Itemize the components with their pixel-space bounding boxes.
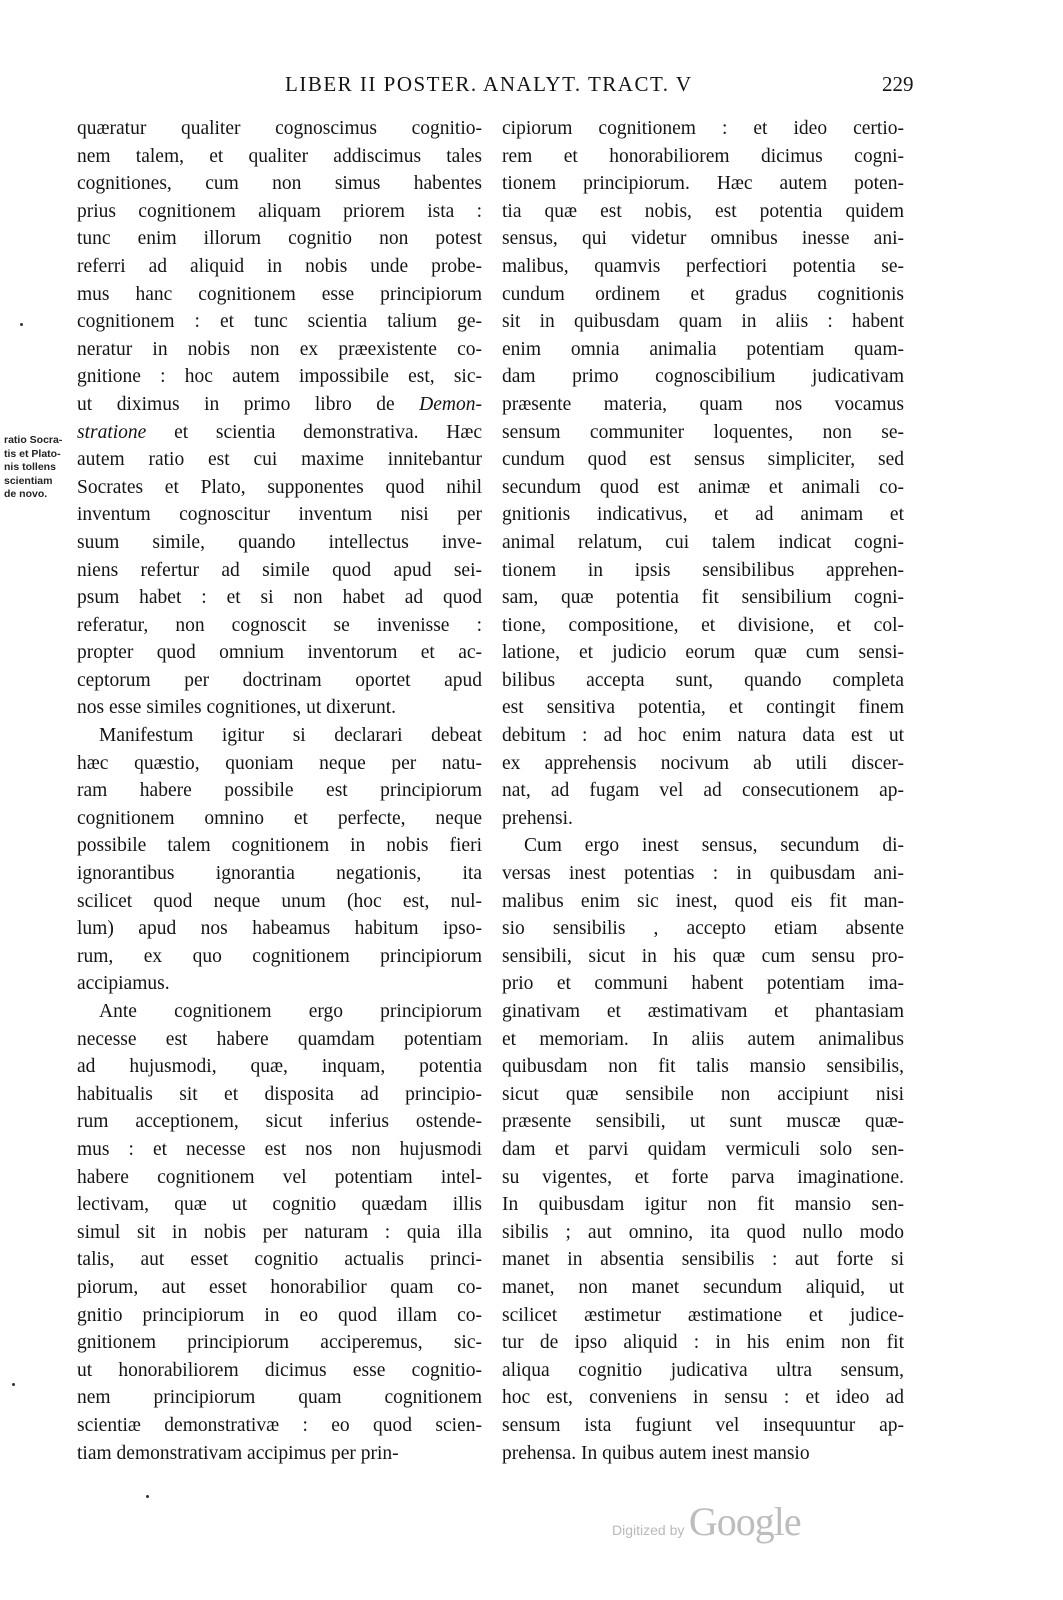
print-speck [146, 1495, 149, 1498]
text-line: su vigentes, et forte parva imaginatione. [502, 1166, 904, 1188]
text-line: habere cognitionem vel potentiam intel- [77, 1166, 482, 1188]
text-line: Ante cognitionem ergo principiorum [99, 1001, 482, 1022]
text-line: sensum communiter loquentes, non se- [502, 421, 904, 443]
text-line: autem ratio est cui maxime innitebantur [77, 449, 482, 471]
text-line: piorum, aut esset honorabilior quam co- [77, 1276, 482, 1298]
text-line: accipiamus. [77, 973, 170, 995]
text-line: referatur, non cognoscit se invenisse : [77, 614, 482, 636]
text-line: sio sensibilis , accepto etiam absente [502, 918, 904, 940]
text-line: tur de ipso aliquid : in his enim non fit [502, 1332, 904, 1354]
margin-note [4, 434, 70, 502]
google-logo: Google [688, 1499, 801, 1544]
text-line: Cum ergo inest sensus, secundum di- [524, 835, 904, 857]
text-line: mus hanc cognitionem esse principiorum [77, 283, 482, 305]
text-line: nem principiorum quam cognitionem [77, 1387, 482, 1409]
text-line: tionem principiorum. Hæc autem poten- [502, 173, 904, 195]
digitized-label: Digitized by [612, 1522, 685, 1538]
text-line: habitualis sit et disposita ad principio- [77, 1083, 482, 1105]
text-line: gnitionis indicativus, et ad animam et [502, 504, 904, 526]
text-line: bilibus accepta sunt, quando completa [502, 669, 904, 691]
text-line: rem et honorabiliorem dicimus cogni- [502, 145, 904, 167]
print-speck [20, 323, 23, 326]
text-line: tiam demonstrativam accipimus per prin- [77, 1442, 399, 1464]
text-line: nos esse similes cognitiones, ut dixerunt. [77, 697, 397, 719]
text-line: ut honorabiliorem dicimus esse cognitio- [77, 1359, 482, 1381]
text-line: scilicet æstimetur æstimatione et judice- [502, 1304, 904, 1326]
text-line: latione, et judicio eorum quæ cum sensi- [502, 642, 904, 664]
text-line: ram habere possibile est principiorum [77, 780, 482, 802]
text-line: prehensa. In quibus autem inest mansio [502, 1442, 810, 1464]
text-line: talis, aut esset cognitio actualis princi- [77, 1249, 482, 1271]
text-line: versas inest potentias : in quibusdam ani- [502, 863, 904, 885]
text-line: tione, compositione, et divisione, et col- [502, 614, 904, 636]
text-line: sibilis ; aut omnino, ita quod nullo modo [502, 1221, 904, 1243]
text-line: gnitione : hoc autem impossibile est, sic- [77, 366, 482, 388]
margin-note-line: tis et Plato- [4, 447, 61, 460]
text-line: nem talem, et qualiter addiscimus tales [77, 145, 482, 167]
text-line: hoc est, conveniens in sensu : et ideo ad [502, 1387, 904, 1409]
text-line: præsente sensibili, ut sunt muscæ quæ- [502, 1111, 904, 1133]
text-line: dam primo cognoscibilium judicativam [502, 366, 904, 388]
text-line: præsente materia, quam nos vocamus [502, 393, 904, 415]
text-line: sam, quæ potentia fit sensibilium cogni- [502, 587, 904, 609]
text-line: neratur in nobis non ex præexistente co- [77, 338, 482, 360]
text-line: stratione et scientia demonstrativa. Hæc [77, 421, 482, 443]
text-line: manet in absentia sensibilis : aut forte si [502, 1249, 904, 1271]
text-line: rum acceptionem, sicut inferius ostende- [77, 1111, 482, 1133]
text-line: et memoriam. In aliis autem animalibus [502, 1028, 904, 1050]
text-line: prehensi. [502, 807, 573, 829]
text-line: inventum cognoscitur inventum nisi per [77, 504, 482, 526]
text-line: cipiorum cognitionem : et ideo certio- [502, 118, 904, 139]
text-line: gnitionem principiorum acciperemus, sic- [77, 1332, 482, 1354]
text-line: aliqua cognitio judicativa ultra sensum, [502, 1359, 904, 1381]
text-line: cognitionem : et tunc scientia talium ge- [77, 311, 482, 333]
text-line: ceptorum per doctrinam oportet apud [77, 669, 482, 691]
right-text-column [502, 115, 904, 1467]
text-line: hæc quæstio, quoniam neque per natu- [77, 752, 482, 774]
margin-note-line: nis tollens [4, 461, 56, 473]
text-line: ignorantibus ignorantia negationis, ita [77, 863, 482, 885]
page-number: 229 [882, 72, 914, 96]
left-text-column [77, 115, 482, 1467]
print-speck [12, 1383, 15, 1386]
text-line: malibus, quamvis perfectiori potentia se- [502, 255, 904, 277]
margin-note-line: ratio Socra- [4, 434, 63, 446]
page-header [0, 72, 1063, 102]
text-line: scilicet quod neque unum (hoc est, nul- [77, 890, 482, 912]
text-line: sensum ista fugiunt vel insequuntur ap- [502, 1414, 904, 1436]
text-line: lectivam, quæ ut cognitio quædam illis [77, 1194, 482, 1216]
text-line: psum habet : et si non habet ad quod [77, 587, 482, 609]
text-line: manet, non manet secundum aliquid, ut [502, 1276, 904, 1298]
text-line: animal relatum, cui talem indicat cogni- [502, 531, 904, 553]
text-line: cognitionem omnino et perfecte, neque [77, 807, 482, 829]
text-line: ut diximus in primo libro de Demon- [77, 393, 482, 415]
margin-note-line: scientiam [4, 474, 53, 487]
text-line: prio et communi habent potentiam ima- [502, 973, 904, 995]
text-line: dam et parvi quidam vermiculi solo sen- [502, 1138, 904, 1160]
text-line: propter quod omnium inventorum et ac- [77, 642, 482, 664]
digitized-by-google-watermark [612, 1498, 801, 1548]
text-line: necesse est habere quamdam potentiam [77, 1028, 482, 1050]
text-line: debitum : ad hoc enim natura data est ut [502, 725, 904, 747]
text-line: cognitiones, cum non simus habentes [77, 173, 482, 195]
text-line: cundum ordinem et gradus cognitionis [502, 283, 904, 305]
text-line: malibus enim sic inest, quod eis fit man- [502, 890, 904, 912]
text-line: quæratur qualiter cognoscimus cognitio- [77, 118, 482, 139]
text-line: In quibusdam igitur non fit mansio sen- [502, 1194, 904, 1216]
text-line: tunc enim illorum cognitio non potest [77, 228, 482, 250]
text-line: niens refertur ad simile quod apud sei- [77, 559, 482, 581]
text-line: cundum quod est sensus simpliciter, sed [502, 449, 904, 471]
text-line: ginativam et æstimativam et phantasiam [502, 1001, 904, 1022]
text-line: Manifestum igitur si declarari debeat [99, 725, 482, 747]
text-line: simul sit in nobis per naturam : quia illa [77, 1221, 482, 1243]
text-line: gnitio principiorum in eo quod illam co- [77, 1304, 482, 1326]
text-line: quibusdam non fit talis mansio sensibilis, [502, 1056, 904, 1078]
text-line: possibile talem cognitionem in nobis fieri [77, 835, 482, 857]
text-line: prius cognitionem aliquam priorem ista : [77, 200, 482, 222]
text-line: Socrates et Plato, supponentes quod nihil [77, 476, 482, 498]
text-line: est sensitiva potentia, et contingit finem [502, 697, 904, 719]
text-line: tia quæ est nobis, est potentia quidem [502, 200, 904, 222]
text-line: secundum quod est animæ et animali co- [502, 476, 904, 498]
running-title: LIBER II POSTER. ANALYT. TRACT. V [285, 72, 693, 96]
text-line: suum simile, quando intellectus inve- [77, 531, 482, 553]
margin-note-line: de novo. [4, 488, 48, 500]
text-line: sicut quæ sensibile non accipiunt nisi [502, 1083, 904, 1105]
text-line: referri ad aliquid in nobis unde probe- [77, 255, 482, 277]
text-line: lum) apud nos habeamus habitum ipso- [77, 918, 482, 940]
text-line: sensibili, sicut in his quæ cum sensu pro- [502, 945, 904, 967]
text-line: rum, ex quo cognitionem principiorum [77, 945, 482, 967]
text-line: ex apprehensis nocivum ab utili discer- [502, 752, 904, 774]
text-line: nat, ad fugam vel ad consecutionem ap- [502, 780, 904, 802]
text-line: sensus, qui videtur omnibus inesse ani- [502, 228, 904, 250]
text-line: mus : et necesse est nos non hujusmodi [77, 1138, 482, 1160]
text-line: sit in quibusdam quam in aliis : habent [502, 311, 904, 333]
text-line: scientiæ demonstrativæ : eo quod scien- [77, 1414, 482, 1436]
text-line: enim omnia animalia potentiam quam- [502, 338, 904, 360]
text-line: ad hujusmodi, quæ, inquam, potentia [77, 1056, 482, 1078]
text-line: tionem in ipsis sensibilibus apprehen- [502, 559, 904, 581]
